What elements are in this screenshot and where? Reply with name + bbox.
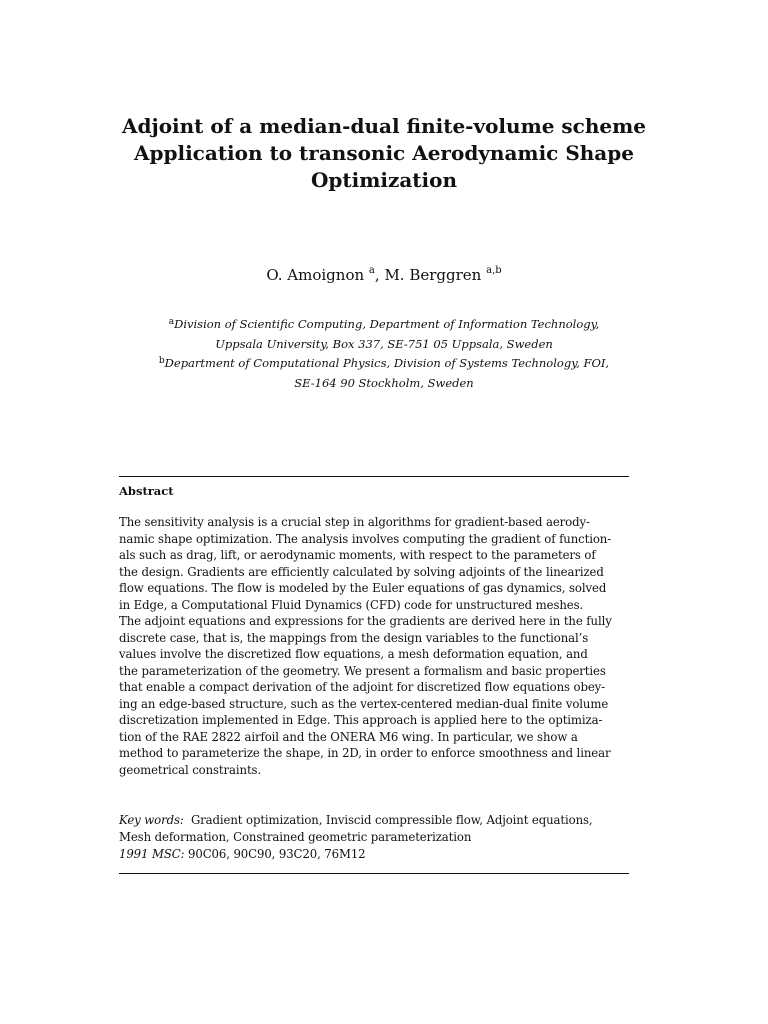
abstract-bottom-rule <box>119 873 629 874</box>
abstract-line: ing an edge-based structure, such as the vertex-centered median-dual finite volume <box>119 696 609 711</box>
title-line-1: Adjoint of a median-dual finite-volume scheme <box>121 114 647 138</box>
keywords-line <box>119 812 629 829</box>
affiliation-b <box>0 354 768 374</box>
abstract-line: namic shape optimization. The analysis involves computing the gradient of function- <box>119 531 612 546</box>
title-line-2: Application to transonic Aerodynamic Shape <box>134 141 634 165</box>
affiliation-line: Department of Computational Physics, Division of Systems Technology, FOI, <box>164 356 610 370</box>
abstract-line: The sensitivity analysis is a crucial step in algorithms for gradient-based aerody- <box>119 515 590 529</box>
abstract-line: the parameterization of the geometry. We present a formalism and basic properties <box>119 663 606 678</box>
affiliation-a <box>0 315 768 335</box>
abstract-line: in Edge, a Computational Fluid Dynamics (CFD) code for unstructured meshes. <box>119 597 584 612</box>
abstract-line: als such as drag, lift, or aerodynamic moments, with respect to the parameters of <box>119 548 596 562</box>
affiliation-line: SE-164 90 Stockholm, Sweden <box>294 375 474 390</box>
affiliation-line: Division of Scientific Computing, Department of Information Technology, <box>174 317 600 331</box>
affiliation-mark: b <box>158 356 165 366</box>
affiliation-mark: a <box>168 317 175 327</box>
abstract-line: that enable a compact derivation of the adjoint for discretized flow equations obey- <box>119 680 605 694</box>
keywords-line: Mesh deformation, Constrained geometric parameterization <box>119 830 472 844</box>
abstract-line: method to parameterize the shape, in 2D, in order to enforce smoothness and linear <box>119 746 611 760</box>
abstract-line: discretization implemented in Edge. This approach is applied here to the optimiza- <box>119 713 603 727</box>
affiliations <box>0 315 768 393</box>
paper-title <box>0 113 768 194</box>
title-line-3: Optimization <box>310 168 458 192</box>
abstract-line: the design. Gradients are efficiently calculated by solving adjoints of the linearized <box>119 564 604 579</box>
msc-line <box>119 846 629 863</box>
author-separator: , <box>374 266 385 284</box>
msc-label: 1991 MSC: <box>119 847 185 861</box>
keywords-label: Key words: <box>119 813 184 827</box>
keywords-text: Gradient optimization, Inviscid compressible flow, Adjoint equations, <box>190 813 593 827</box>
msc-codes: 90C06, 90C90, 93C20, 76M12 <box>188 847 366 861</box>
affiliation-mark: a <box>368 265 375 276</box>
abstract-line: tion of the RAE 2822 airfoil and the ONERA M6 wing. In particular, we show a <box>119 729 578 744</box>
abstract-line: flow equations. The flow is modeled by the Euler equations of gas dynamics, solved <box>119 581 607 595</box>
affiliation-line: Uppsala University, Box 337, SE-751 05 Uppsala, Sweden <box>215 336 553 351</box>
abstract-line: The adjoint equations and expressions for the gradients are derived here in the fully <box>119 614 612 628</box>
abstract-top-rule <box>119 476 629 477</box>
abstract-line: geometrical constraints. <box>119 762 262 777</box>
abstract-line: values involve the discretized flow equations, a mesh deformation equation, and <box>119 647 588 661</box>
author-name: O. Amoignon <box>266 266 365 284</box>
abstract-text <box>119 514 629 778</box>
author-list <box>0 262 768 285</box>
affiliation-mark: a,b <box>486 265 502 276</box>
author-name: M. Berggren <box>384 266 482 284</box>
abstract-heading: Abstract <box>119 484 174 498</box>
abstract-line: discrete case, that is, the mappings from the design variables to the functional’s <box>119 630 589 645</box>
keywords-block <box>119 812 629 863</box>
